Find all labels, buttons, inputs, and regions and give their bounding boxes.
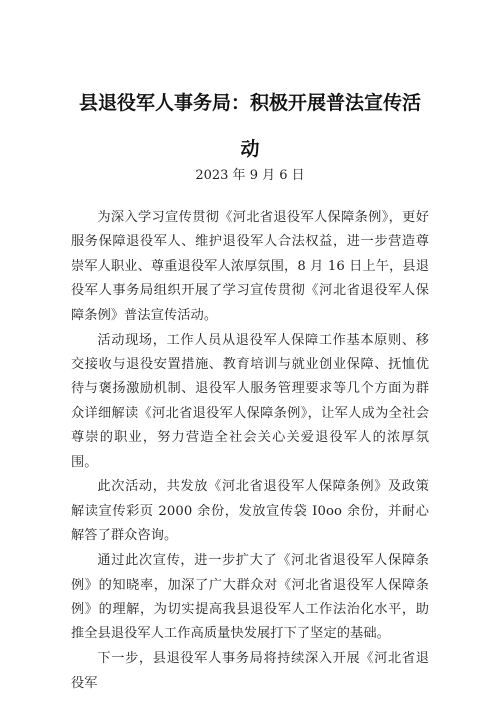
article-body (71, 206, 429, 697)
paragraph: 活动现场，工作人员从退役军人保障工作基本原则、移交接收与退役安置措施、教育培训与就业创业保障、抚恤优待与褒扬激励机制、退役军人服务管理要求等几个方面为群众详细解读《河北省退役军人保障条例》，让军人成为全社会尊崇的职业，努力营造全社会关心关爱退役军人的浓厚氛围。 (71, 332, 429, 470)
article-title-continued: 动 (240, 138, 260, 160)
article-title: 县退役军人事务局：积极开展普法宣传活 (78, 92, 421, 114)
paragraph: 通过此次宣传，进一步扩大了《河北省退役军人保障条例》的知晓率，加深了广大群众对《河北省退役军人保障条例》的理解，为切实提高我县退役军人工作法治化水平，助推全县退役军人工作高质量快发展打下了坚定的基础。 (71, 553, 429, 642)
publish-date: 2023 年 9 月 6 日 (195, 168, 305, 183)
paragraph: 下一步，县退役军人事务局将持续深入开展《河北省退役军 (71, 651, 429, 691)
paragraph: 为深入学习宣传贯彻《河北省退役军人保障条例》，更好服务保障退役军人、维护退役军人合法权益，进一步营造尊崇军人职业、尊重退役军人浓厚氛围，8 月 16 日上午，县退役军人事务局组织开展了学习宣传贯彻《河北省退役军人保障条例》普法宣传活动。 (71, 210, 429, 323)
paragraph: 此次活动，共发放《河北省退役军人保障条例》及政策解读宣传彩页 2000 余份，发放宣传袋 I0oo 余份，并耐心解答了群众咨询。 (71, 479, 429, 544)
